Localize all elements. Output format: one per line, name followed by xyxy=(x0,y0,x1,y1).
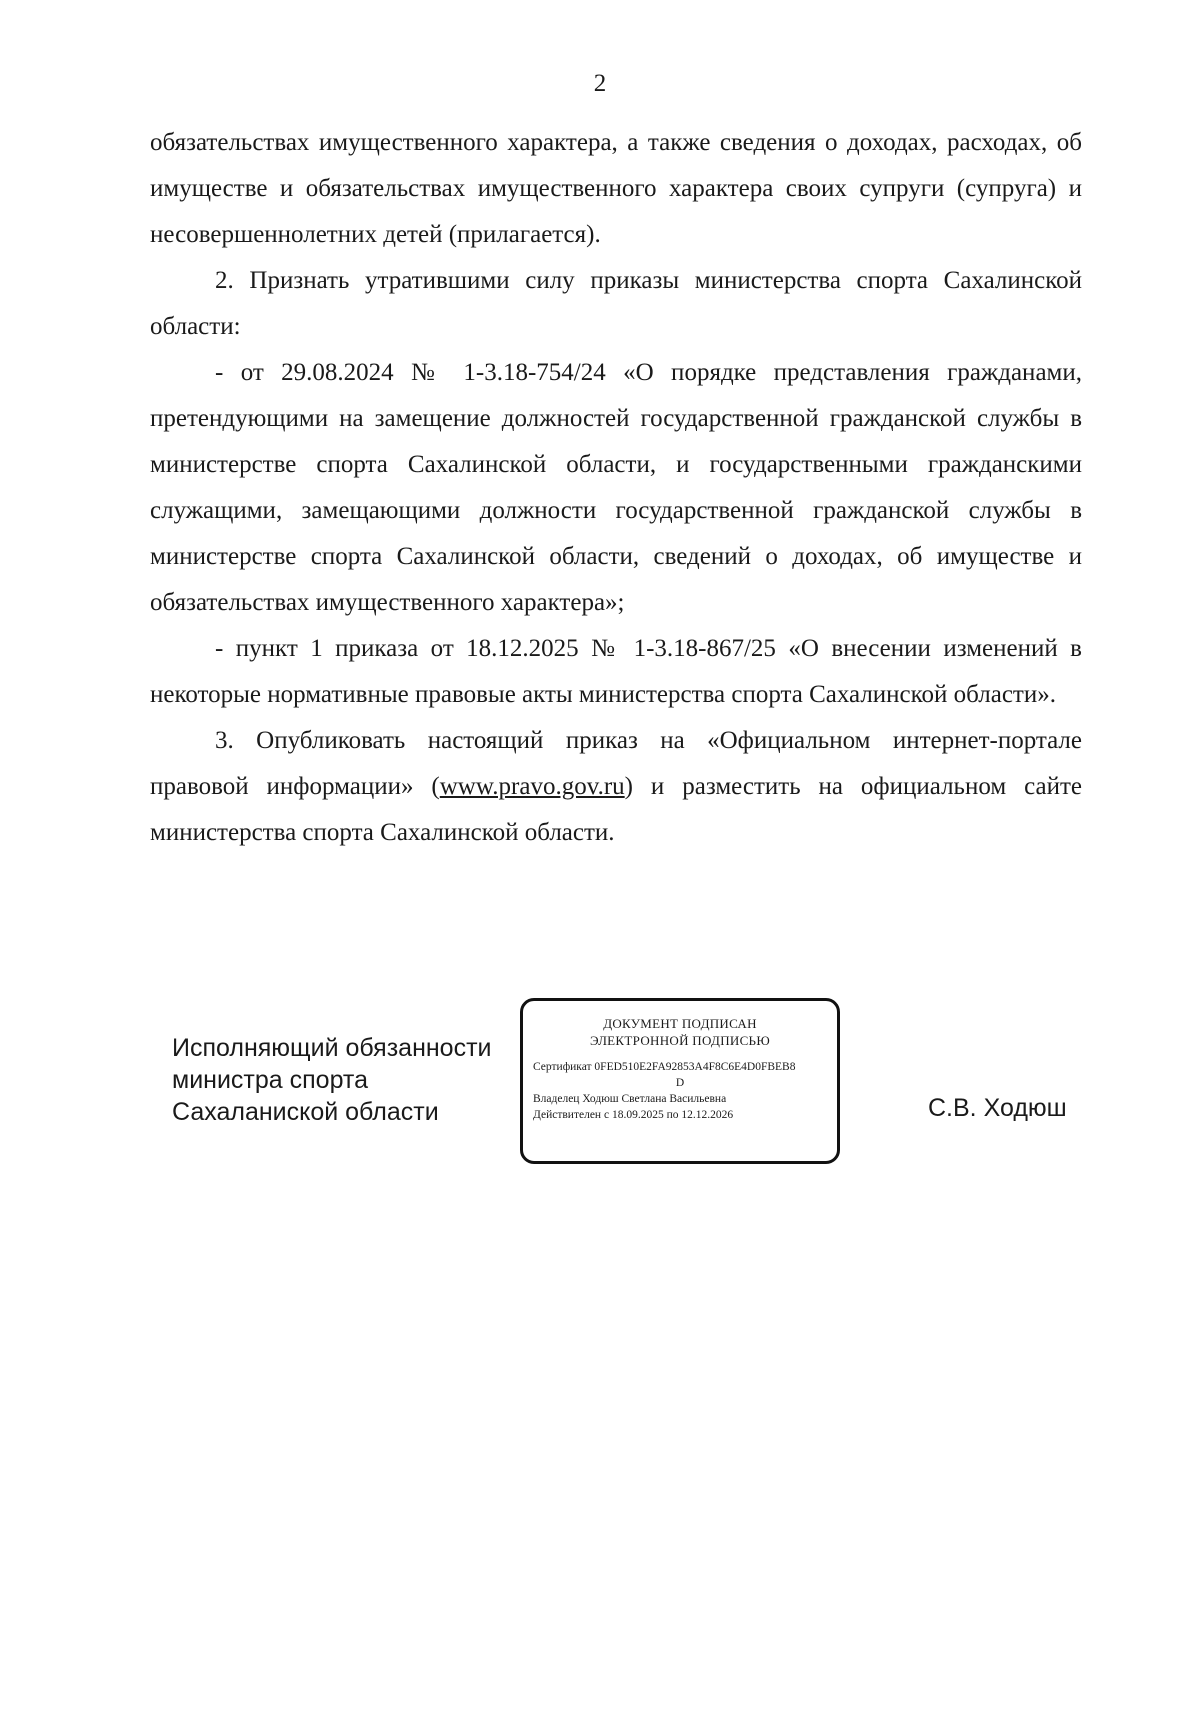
stamp-certificate: Сертификат 0FED510E2FA92853A4F8C6E4D0FBEB8 xyxy=(533,1061,796,1073)
stamp-title-line-1: ДОКУМЕНТ ПОДПИСАН xyxy=(603,1016,757,1031)
paragraph-repealed-order-2: - пункт 1 приказа от 18.12.2025 № 1-3.18-867/25 «О внесении изменений в некоторые нормативные правовые акты министерства спорта Сахалинской области». xyxy=(150,635,1082,708)
paragraph-item-3-text-end: ) и разместить на официальном сайте министерства спорта Сахалинской области. xyxy=(150,773,1082,846)
paragraph-continuation: обязательствах имущественного характера, а также сведения о доходах, расходах, об имуществе и обязательствах имущественного характера своих супруги (супруга) и несовершеннолетних детей (прилагается). xyxy=(150,129,1082,248)
paragraph-item-3-text-start: 3. Опубликовать настоящий приказ на «Официальном интернет-портале правовой информации» ( xyxy=(150,727,1082,800)
signer-position xyxy=(172,1032,512,1128)
signer-position-line-3: Сахаланиской области xyxy=(172,1098,439,1126)
stamp-validity: Действителен с 18.09.2025 по 12.12.2026 xyxy=(533,1109,734,1121)
signer-position-line-2: министра спорта xyxy=(172,1066,368,1094)
signer-position-line-1: Исполняющий обязанности xyxy=(172,1034,492,1062)
stamp-title-line-2: ЭЛЕКТРОННОЙ ПОДПИСЬЮ xyxy=(590,1033,770,1048)
page-number: 2 xyxy=(593,70,607,97)
electronic-signature-stamp xyxy=(520,998,840,1164)
pravo-gov-link[interactable]: www.pravo.gov.ru xyxy=(439,773,625,800)
body-text xyxy=(150,120,1082,856)
stamp-owner: Владелец Ходюш Светлана Васильевна xyxy=(533,1093,727,1105)
signer-name: С.В. Ходюш xyxy=(928,1094,1067,1122)
paragraph-item-2: 2. Признать утратившими силу приказы министерства спорта Сахалинской области: xyxy=(150,267,1082,340)
paragraph-repealed-order-1: - от 29.08.2024 № 1-3.18-754/24 «О порядке представления гражданами, претендующими на замещение должностей государственной гражданской службы в министерстве спорта Сахалинской области, и государственными гражданскими служащими, замещающими должности государственной гражданской службы в министерстве спорта Сахалинской области, сведений о доходах, об имуществе и обязательствах имущественного характера»; xyxy=(150,359,1082,616)
paragraph-item-3 xyxy=(150,718,1082,856)
stamp-certificate-tail: D xyxy=(675,1077,685,1089)
